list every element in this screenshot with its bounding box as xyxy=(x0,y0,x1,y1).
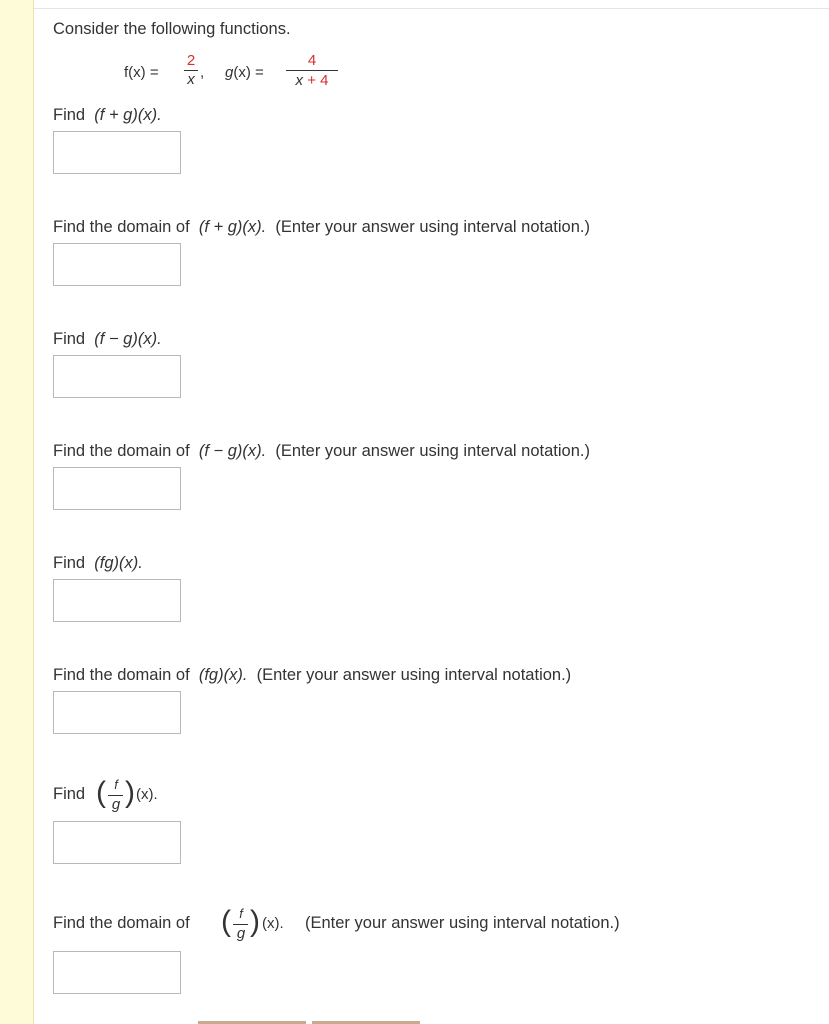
right-paren: ) xyxy=(250,905,260,938)
left-paren: ( xyxy=(96,776,106,809)
answer-input-f-minus-g[interactable] xyxy=(53,355,181,398)
x-tail: (x). xyxy=(262,915,284,932)
g-fraction-bar xyxy=(286,70,338,71)
answer-input-fg[interactable] xyxy=(53,579,181,622)
f-numerator: 2 xyxy=(186,52,196,69)
question-domain-f-plus-g: Find the domain of (f + g)(x). (Enter your answer using interval notation.) xyxy=(53,218,590,236)
answer-input-domain-fg[interactable] xyxy=(53,691,181,734)
answer-input-f-over-g[interactable] xyxy=(53,821,181,864)
frac-numerator-f: f xyxy=(239,906,243,921)
question-f-plus-g: Find (f + g)(x). xyxy=(53,106,162,124)
left-margin-bar xyxy=(0,0,34,1024)
frac-numerator-f: f xyxy=(114,777,118,792)
question-fg: Find (fg)(x). xyxy=(53,554,143,572)
frac-denominator-g: g xyxy=(236,925,246,942)
frac-denominator-g: g xyxy=(111,796,121,813)
answer-input-domain-f-plus-g[interactable] xyxy=(53,243,181,286)
g-numerator: 4 xyxy=(307,52,317,69)
find-label: Find xyxy=(53,785,86,803)
question-f-minus-g: Find (f − g)(x). xyxy=(53,330,162,348)
answer-input-f-plus-g[interactable] xyxy=(53,131,181,174)
f-lhs: f(x) = xyxy=(124,64,159,81)
f-denominator: x xyxy=(187,71,195,88)
top-divider xyxy=(34,8,829,9)
intro-text: Consider the following functions. xyxy=(53,20,291,38)
answer-input-domain-f-minus-g[interactable] xyxy=(53,467,181,510)
comma: , xyxy=(200,64,205,81)
question-domain-f-minus-g: Find the domain of (f − g)(x). (Enter your answer using interval notation.) xyxy=(53,442,590,460)
right-paren: ) xyxy=(125,776,135,809)
x-tail: (x). xyxy=(136,786,158,803)
left-paren: ( xyxy=(221,905,231,938)
g-lhs: g(x) = xyxy=(225,64,264,81)
domain-prefix: Find the domain of xyxy=(53,914,190,932)
answer-input-domain-f-over-g[interactable] xyxy=(53,951,181,994)
domain-suffix: (Enter your answer using interval notation.) xyxy=(305,914,620,932)
g-denominator: x + 4 xyxy=(295,72,329,89)
question-domain-fg: Find the domain of (fg)(x). (Enter your answer using interval notation.) xyxy=(53,666,572,684)
